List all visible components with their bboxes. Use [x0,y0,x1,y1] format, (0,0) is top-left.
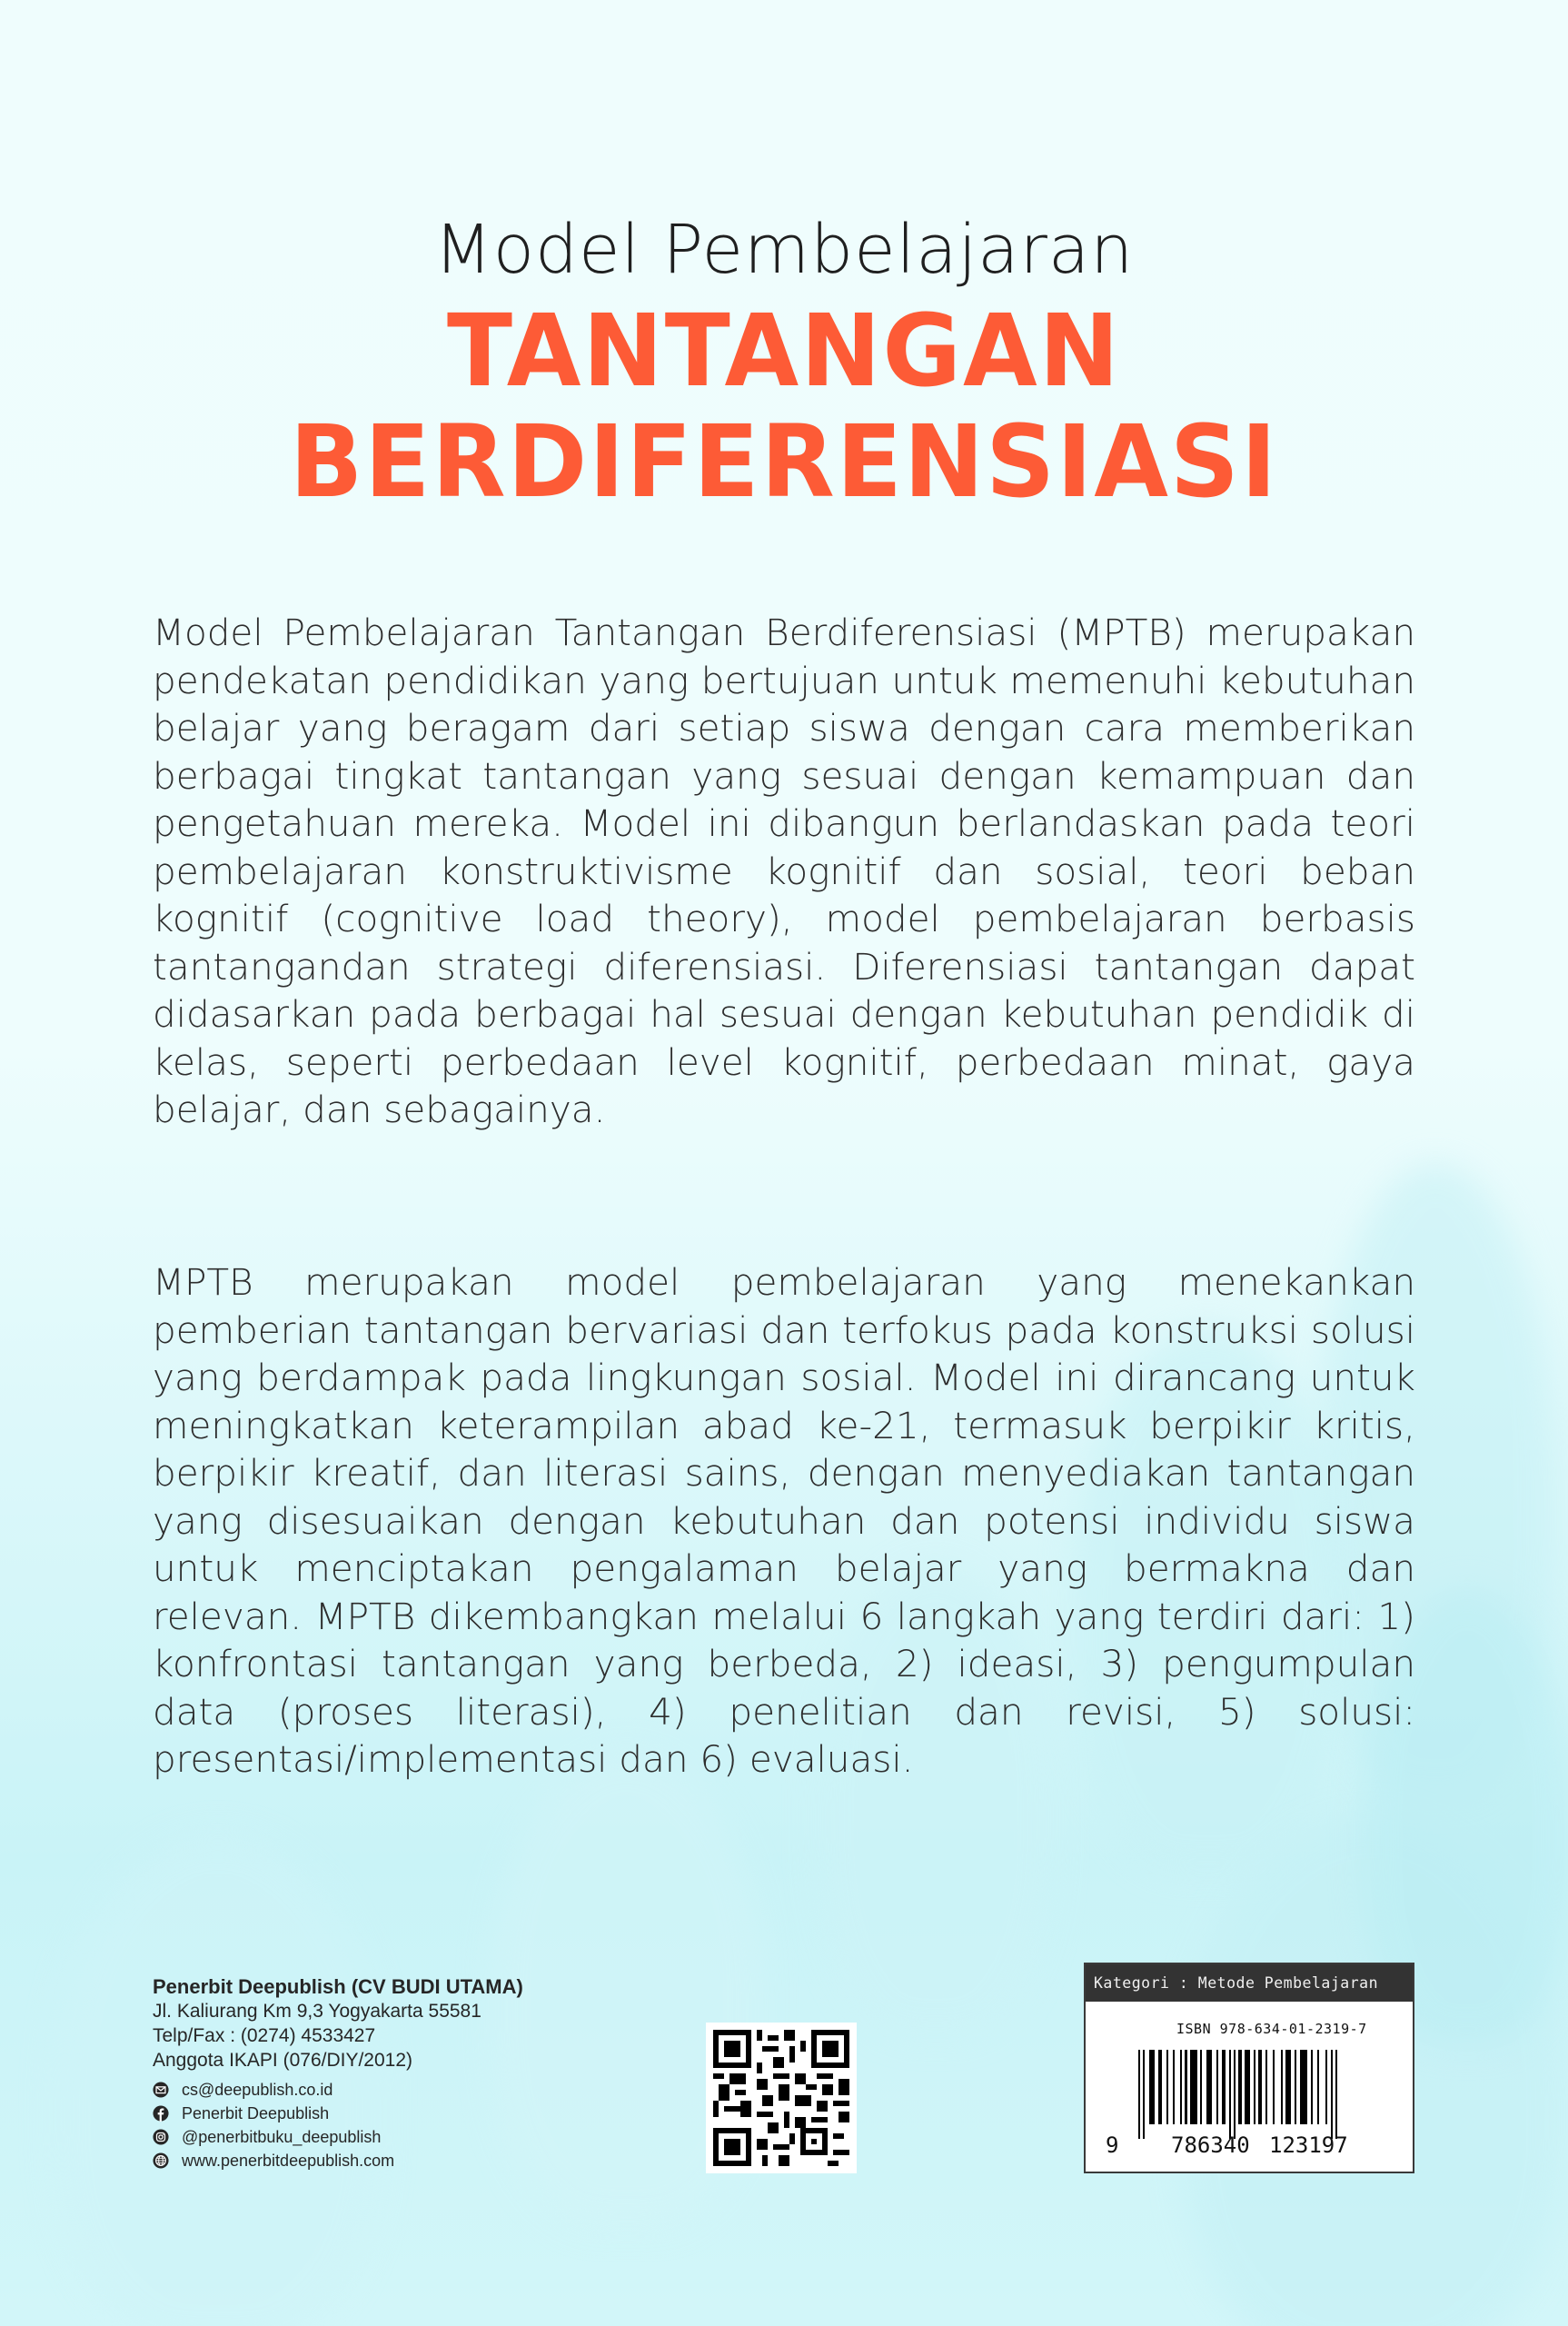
qr-code[interactable] [706,2023,857,2173]
barcode-digit-group-1: 786340 [1171,2132,1250,2158]
book-title-line-1: TANTANGAN [447,293,1121,409]
contact-instagram[interactable] [153,2125,523,2149]
publisher-name: Penerbit Deepublish (CV BUDI UTAMA) [153,1975,523,1998]
qr-code-icon [713,2030,849,2166]
isbn-barcode-box [1084,1963,1414,2173]
publisher-address: Jl. Kaliurang Km 9,3 Yogyakarta 55581 [153,2001,481,2022]
publisher-contacts [153,2078,523,2172]
instagram-icon [153,2129,169,2145]
category-label: Kategori : Metode Pembelajaran [1086,1964,1413,2002]
barcode-digit-group-2: 123197 [1269,2132,1348,2158]
isbn-number: ISBN 978-634-01-2319-7 [1176,2021,1367,2037]
barcode-digit-first: 9 [1106,2132,1119,2158]
contact-facebook-text: Penerbit Deepublish [182,2104,330,2122]
contact-website-text: www.penerbitdeepublish.com [182,2152,395,2170]
facebook-icon [153,2105,169,2122]
contact-facebook[interactable] [153,2102,523,2125]
email-icon [153,2082,169,2098]
book-title-line-2: BERDIFERENSIASI [289,403,1279,520]
publisher-membership: Anggota IKAPI (076/DIY/2012) [153,2050,413,2071]
contact-instagram-text: @penerbitbuku_deepublish [182,2128,382,2146]
synopsis-paragraph-1: Model Pembelajaran Tantangan Berdiferensiasi (MPTB) merupakan pendekatan pendidikan yang bertujuan untuk memenuhi kebutuhan belajar yang beragam dari setiap siswa dengan cara memberikan berbagai tingkat tantangan yang sesuai dengan kemampuan dan pengetahuan mereka. Model ini dibangun berlandaskan pada teori pembelajaran konstruktivisme kognitif dan sosial, teori beban kognitif (cognitive load theory), model pembelajaran berbasis tantangandan strategi diferensiasi. Diferensiasi tantangan dapat didasarkan pada berbagai hal sesuai dengan kebutuhan pendidik di kelas, seperti perbedaan level kognitif, perbedaan minat, gaya belajar, dan sebagainya. [153,611,1415,1131]
globe-icon [153,2152,169,2169]
contact-email-text: cs@deepublish.co.id [182,2081,333,2099]
publisher-phone: Telp/Fax : (0274) 4533427 [153,2025,376,2046]
publisher-info [153,1974,523,2172]
synopsis-paragraph-2: MPTB merupakan model pembelajaran yang menekankan pemberian tantangan bervariasi dan terfokus pada konstruksi solusi yang berdampak pada lingkungan sosial. Model ini dirancang untuk meningkatkan keterampilan abad ke-21, termasuk berpikir kritis, berpikir kreatif, dan literasi sains, dengan menyediakan tantangan yang disesuaikan dengan kebutuhan dan potensi individu siswa untuk menciptakan pengalaman belajar yang bermakna dan relevan. MPTB dikembangkan melalui 6 langkah yang terdiri dari: 1) konfrontasi tantangan yang berbeda, 2) ideasi, 3) pengumpulan data (proses literasi), 4) penelitian dan revisi, 5) solusi: presentasi/implementasi dan 6) evaluasi. [153,1260,1415,1781]
contact-email[interactable] [153,2078,523,2102]
contact-website[interactable] [153,2149,523,2172]
title-block [0,204,1568,520]
book-subtitle: Model Pembelajaran [433,211,1135,289]
barcode-icon [1138,2050,1394,2139]
